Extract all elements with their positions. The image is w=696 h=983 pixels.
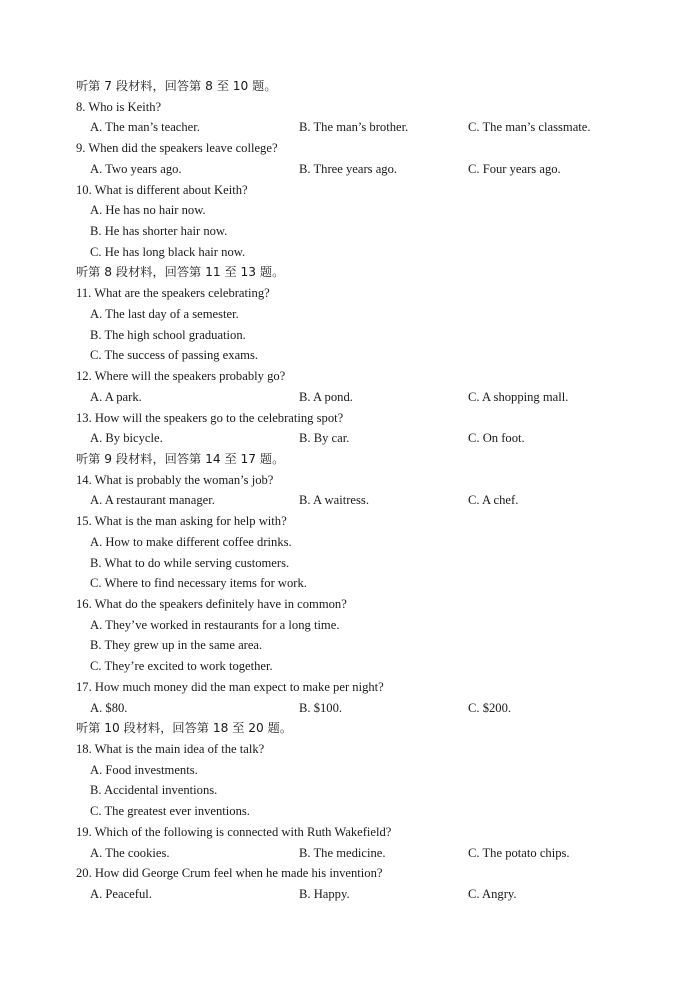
answer-option: A. Food investments. bbox=[90, 762, 198, 777]
section-heading: 听第 7 段材料，回答第 8 至 10 题。 bbox=[76, 79, 277, 93]
answer-option-c: C. A shopping mall. bbox=[468, 389, 569, 404]
answer-option: B. The high school graduation. bbox=[90, 327, 246, 342]
answer-option: A. They’ve worked in restaurants for a long time. bbox=[90, 617, 340, 632]
answer-option-a: A. $80. bbox=[90, 700, 128, 715]
section-heading: 听第 8 段材料，回答第 11 至 13 题。 bbox=[76, 265, 285, 280]
question-text: 15. What is the man asking for help with? bbox=[76, 514, 287, 529]
question-text: 13. How will the speakers go to the celebrating spot? bbox=[76, 410, 344, 425]
answer-option: A. How to make different coffee drinks. bbox=[90, 534, 292, 549]
document-body bbox=[76, 76, 636, 905]
options-row bbox=[76, 843, 636, 864]
answer-option-c: C. Angry. bbox=[468, 887, 517, 902]
answer-option: B. He has shorter hair now. bbox=[90, 224, 228, 239]
answer-option-c: C. $200. bbox=[468, 700, 512, 715]
answer-option-a: A. A restaurant manager. bbox=[90, 493, 215, 508]
answer-option-b: B. Three years ago. bbox=[299, 161, 398, 176]
answer-option-c: C. The man’s classmate. bbox=[468, 120, 591, 135]
answer-option-b: B. A waitress. bbox=[299, 493, 369, 508]
answer-option: C. The greatest ever inventions. bbox=[90, 804, 250, 819]
answer-option: C. The success of passing exams. bbox=[90, 348, 259, 363]
answer-option: C. Where to find necessary items for work. bbox=[90, 576, 307, 591]
answer-option-b: B. The man’s brother. bbox=[299, 120, 409, 135]
options-row bbox=[76, 884, 636, 905]
question-text: 11. What are the speakers celebrating? bbox=[76, 286, 270, 301]
answer-option-c: C. On foot. bbox=[468, 431, 525, 446]
question-text: 14. What is probably the woman’s job? bbox=[76, 472, 274, 487]
options-row bbox=[76, 428, 636, 449]
answer-option-b: B. By car. bbox=[299, 431, 350, 446]
answer-option-b: B. The medicine. bbox=[299, 845, 386, 860]
options-row bbox=[76, 117, 636, 138]
answer-option-a: A. Peaceful. bbox=[90, 887, 152, 902]
question-text: 8. Who is Keith? bbox=[76, 99, 162, 114]
answer-option-c: C. A chef. bbox=[468, 493, 519, 508]
question-text: 16. What do the speakers definitely have in common? bbox=[76, 596, 347, 611]
question-text: 10. What is different about Keith? bbox=[76, 182, 248, 197]
answer-option-a: A. By bicycle. bbox=[90, 431, 163, 446]
answer-option-b: B. A pond. bbox=[299, 389, 353, 404]
answer-option-a: A. The cookies. bbox=[90, 845, 170, 860]
answer-option-b: B. Happy. bbox=[299, 887, 350, 902]
answer-option: B. Accidental inventions. bbox=[90, 783, 218, 798]
question-text: 20. How did George Crum feel when he made his invention? bbox=[76, 866, 383, 881]
answer-option-a: A. Two years ago. bbox=[90, 161, 182, 176]
answer-option-b: B. $100. bbox=[299, 700, 343, 715]
question-text: 17. How much money did the man expect to make per night? bbox=[76, 679, 384, 694]
options-row bbox=[76, 387, 636, 408]
answer-option-c: C. The potato chips. bbox=[468, 845, 570, 860]
answer-option-c: C. Four years ago. bbox=[468, 161, 561, 176]
section-heading: 听第 10 段材料，回答第 18 至 20 题。 bbox=[76, 721, 293, 736]
answer-option: C. They’re excited to work together. bbox=[90, 659, 273, 674]
options-row bbox=[76, 159, 636, 180]
answer-option: C. He has long black hair now. bbox=[90, 244, 246, 259]
answer-option: A. He has no hair now. bbox=[90, 203, 206, 218]
options-row bbox=[76, 698, 636, 719]
answer-option: B. They grew up in the same area. bbox=[90, 638, 263, 653]
question-text: 18. What is the main idea of the talk? bbox=[76, 742, 265, 756]
question-text: 9. When did the speakers leave college? bbox=[76, 141, 278, 156]
answer-option: B. What to do while serving customers. bbox=[90, 555, 290, 570]
question-text: 12. Where will the speakers probably go? bbox=[76, 369, 286, 384]
question-text: 19. Which of the following is connected with Ruth Wakefield? bbox=[76, 824, 392, 839]
answer-option-a: A. A park. bbox=[90, 389, 142, 404]
answer-option: A. The last day of a semester. bbox=[90, 306, 239, 321]
answer-option-a: A. The man’s teacher. bbox=[90, 120, 200, 135]
options-row bbox=[76, 490, 636, 511]
section-heading: 听第 9 段材料，回答第 14 至 17 题。 bbox=[76, 451, 285, 466]
